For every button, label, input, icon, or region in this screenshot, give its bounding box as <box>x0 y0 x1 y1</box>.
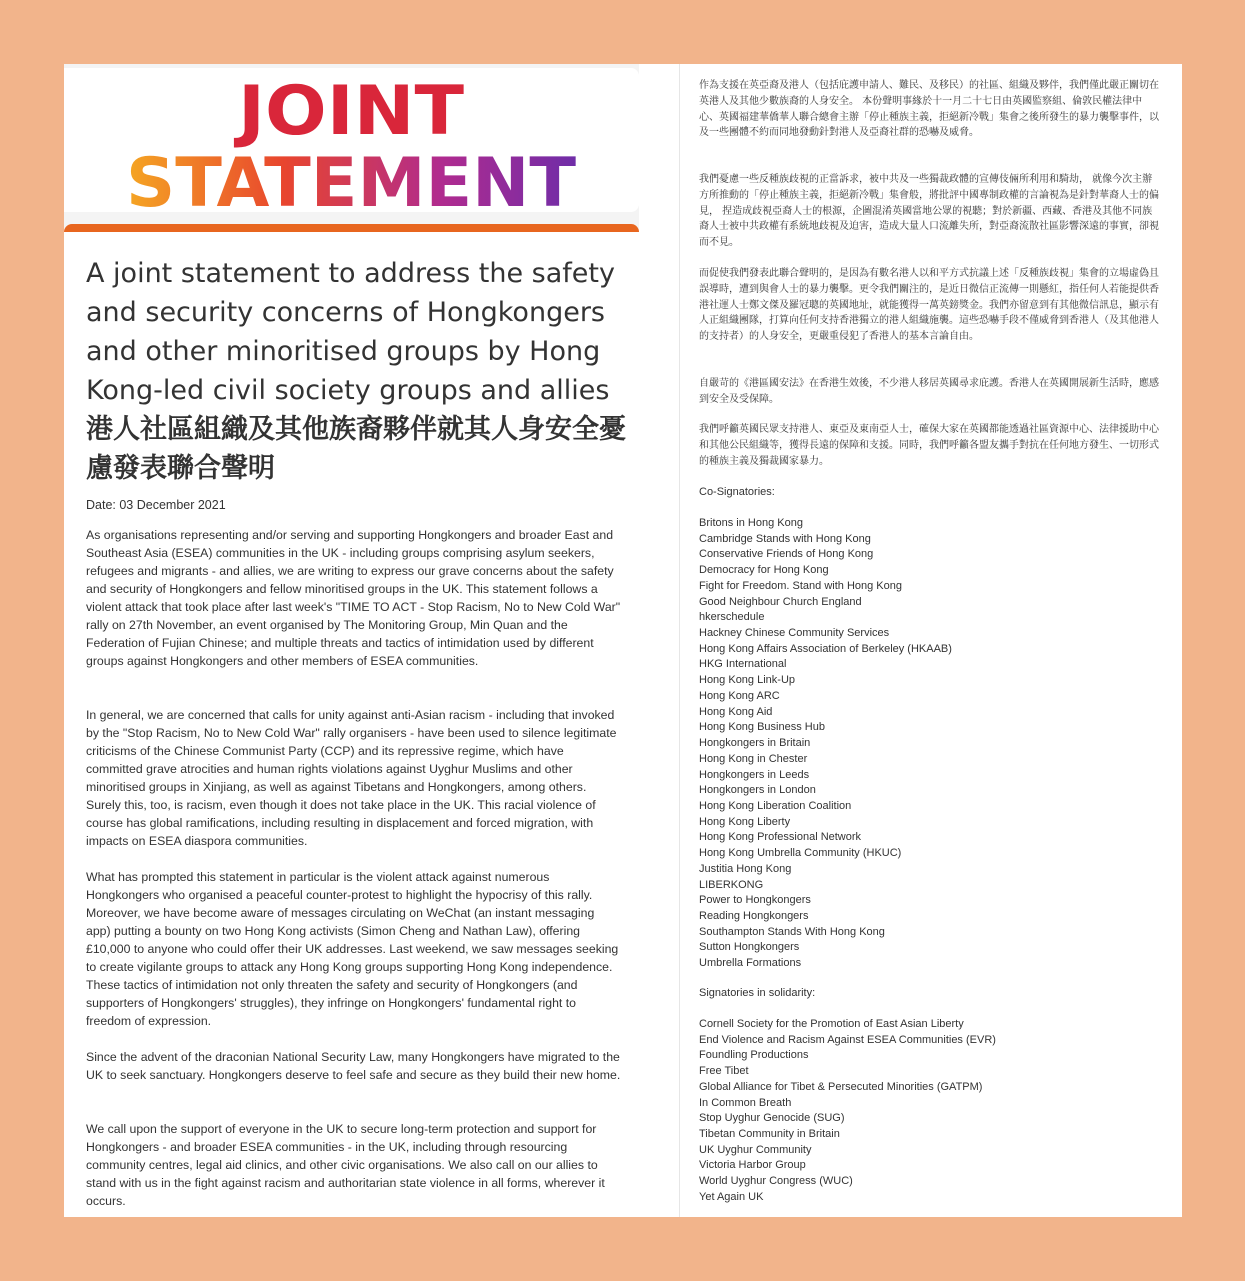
signatory-item: Cornell Society for the Promotion of East Asian Liberty <box>699 1018 964 1030</box>
zh-paragraph-5: 我們呼籲英國民眾支持港人、東亞及東南亞人士，確保大家在英國都能透過社區資源中心、法律援助中心和其他公民組織等，獲得長遠的保障和支援。同時，我們呼籲各盟友攜手對抗在任何地方發生、一切形式的種族主義及獨裁國家暴力。 <box>699 424 1159 467</box>
signatory-item: End Violence and Racism Against ESEA Communities (EVR) <box>699 1033 996 1046</box>
paragraph-1: As organisations representing and/or serving and supporting Hongkongers and broader East and Southeast Asia (ESEA) communities in the UK - including groups comprising asylum seekers, refugees and migrants - and allies, we are writing to express our grave concerns about the safety and security of Hongkongers and fellow minoritised groups in the UK. This statement follows a violent attack that took place after last week's "TIME TO ACT - Stop Racism, No to New Cold War" rally on 27th November, an event organised by The Monitoring Group, Min Quan and the Federation of Fujian Chinese; and multiple threats and tactics of intimidation used by different groups against Hongkongers and other members of ESEA communities. <box>86 528 621 668</box>
signatory-item: Conservative Friends of Hong Kong <box>699 548 874 561</box>
signatory-item: Foundling Productions <box>699 1049 809 1062</box>
paragraph-2: In general, we are concerned that calls for unity against anti-Asian racism - including that invoked by the "Stop Racism, No to New Cold War" rally organisers - have been used to silence legitimate criticisms of the Chinese Communist Party (CCP) and its repressive regime, which have committed grave atrocities and human rights violations against Uyghur Muslims and other minoritised groups in Xinjiang, as well as against Tibetans and Hongkongers, among others. Surely this, too, is racism, even though it does not take place in the UK. This racial violence of course has global ramifications, including resulting in displacement and forced migration, with impacts on ESEA diaspora communities. <box>86 708 617 848</box>
banner-title-graphic <box>64 68 639 212</box>
signatory-item: LIBERKONG <box>699 878 764 891</box>
statement-card <box>64 224 639 1217</box>
cosignatories-heading: Co-Signatories: <box>699 486 775 498</box>
signatory-item: UK Uyghur Community <box>699 1143 812 1156</box>
signatory-item: Hongkongers in London <box>699 784 816 797</box>
paragraph-4: Since the advent of the draconian National Security Law, many Hongkongers have migrated to the UK to seek sanctuary. Hongkongers deserve to feel safe and secure as they build their new home. <box>86 1050 621 1082</box>
zh-paragraph-3: 而促使我們發表此聯合聲明的，是因為有數名港人以和平方式抗議上述「反種族歧視」集會的立場虛偽且誤導時，遭到與會人士的暴力襲擊。更令我們關注的，是近日微信正流傳一則懸紅，指任何人若能提供香港社運人士鄭文傑及羅冠聰的英國地址，就能獲得一萬英鎊獎金。我們亦留意到有其他微信訊息，顯示有人正組織團隊，打算向任何支持香港獨立的港人組織施襲。這些恐嚇手段不僅威脅到香港人（及其他港人的支持者）的人身安全，更嚴重侵犯了香港人的基本言論自由。 <box>699 268 1159 343</box>
signatory-item: Southampton Stands With Hong Kong <box>699 925 885 938</box>
signatory-item: Hongkongers in Britain <box>699 737 811 750</box>
zh-paragraph-1: 作為支援在英亞裔及港人（包括庇護申請人、難民、及移民）的社區、組織及夥伴，我們僅此嚴正關切在英港人及其他少數族裔的人身安全。 本份聲明事緣於十一月二十七日由英國監察組、倫敦民權法律中心、英國福建華僑華人聯合總會主辦「停止種族主義，拒絕新冷戰」集會之後所發生的暴力襲擊事件，以及一些團體不約而同地發動針對港人及亞裔社群的恐嚇及威脅。 <box>699 80 1159 139</box>
signatory-item: Fight for Freedom. Stand with Hong Kong <box>699 579 902 592</box>
signatory-item: Democracy for Hong Kong <box>699 564 829 577</box>
solidarity-list <box>699 1017 996 1206</box>
paragraph-5: We call upon the support of everyone in the UK to secure long-term protection and support for Hongkongers - and broader ESEA communities - in the UK, including through resourcing community centres, legal aid clinics, and other civic organisations. We also call on our allies to stand with us in the fight against racism and authoritarian state violence in all forms, wherever it occurs. <box>86 1122 605 1208</box>
solidarity-heading: Signatories in solidarity: <box>699 987 816 999</box>
statement-page <box>64 64 1181 1217</box>
signatory-item: Justitia Hong Kong <box>699 862 792 875</box>
banner-line-joint: JOINT <box>233 72 465 151</box>
signatory-item: HKG International <box>699 658 787 671</box>
cosignatories-list <box>699 516 952 972</box>
signatory-item: Stop Uyghur Genocide (SUG) <box>699 1112 845 1125</box>
title-banner <box>64 68 639 212</box>
signatory-item: Hong Kong Liberation Coalition <box>699 799 852 812</box>
signatory-item: Hongkongers in Leeds <box>699 768 810 781</box>
statement-date: Date: 03 December 2021 <box>86 498 226 512</box>
signatory-item: Cambridge Stands with Hong Kong <box>699 532 871 545</box>
signatory-item: In Common Breath <box>699 1096 792 1109</box>
signatory-item: Yet Again UK <box>699 1190 764 1203</box>
signatory-item: World Uyghur Congress (WUC) <box>699 1175 853 1188</box>
signatory-item: Tibetan Community in Britain <box>699 1128 840 1141</box>
signatory-item: Free Tibet <box>699 1065 749 1078</box>
english-column <box>64 64 639 1217</box>
signatory-item: Hong Kong Link-Up <box>699 674 796 687</box>
signatory-item: Reading Hongkongers <box>699 909 809 922</box>
signatory-item: Hong Kong Affairs Association of Berkeley (HKAAB) <box>699 642 952 655</box>
signatory-item: Victoria Harbor Group <box>699 1159 806 1172</box>
paragraph-3: What has prompted this statement in particular is the violent attack against numerous Hongkongers who organised a peaceful counter-protest to highlight the hypocrisy of this rally. Moreover, we have become aware of messages circulating on WeChat (an instant messaging app) putting a bounty on two Hong Kong activists (Simon Cheng and Nathan Law), offering £10,000 to anyone who could offer their UK addresses. Last weekend, we saw messages seeking to create vigilante groups to attack any Hong Kong groups supporting Hong Kong independence. These tactics of intimidation not only threaten the safety and security of Hongkongers (and supporters of Hongkongers' struggles), they infringe on Hongkongers' fundamental right to freedom of expression. <box>86 870 619 1028</box>
zh-paragraph-2: 我們憂慮一些反種族歧視的正當訴求，被中共及一些獨裁政體的宣傳伎倆所利用和騎劫， 就像今次主辦方所推動的「停止種族主義，拒絕新冷戰」集會般，將批評中國專制政權的言論視為是針對華裔人士的偏見， 捏造成歧視亞裔人士的根源，企圖混淆英國當地公眾的視聽；對於新疆、西藏、香港及其他不同族裔人士被中共政權有系統地歧視及迫害，造成大量人口流離失所，對亞裔流散社區影響深遠的事實，卻視而不見。 <box>699 174 1159 249</box>
signatory-item: hkerschedule <box>699 611 765 624</box>
signatory-item: Hackney Chinese Community Services <box>699 627 890 640</box>
signatory-item: Sutton Hongkongers <box>699 941 800 954</box>
signatory-item: Hong Kong Business Hub <box>699 721 825 734</box>
signatory-item: Global Alliance for Tibet & Persecuted Minorities (GATPM) <box>699 1080 983 1093</box>
headline-english: A joint statement to address the safety and security concerns of Hongkongers and other minoritised groups by Hong Kong-led civil society groups and allies <box>86 258 615 406</box>
signatory-item: Hong Kong in Chester <box>699 752 808 765</box>
signatory-item: Hong Kong Umbrella Community (HKUC) <box>699 847 902 860</box>
signatory-item: Britons in Hong Kong <box>699 517 803 529</box>
signatory-item: Hong Kong Professional Network <box>699 831 862 844</box>
signatory-item: Hong Kong ARC <box>699 689 780 702</box>
signatory-item: Power to Hongkongers <box>699 894 811 907</box>
signatory-item: Hong Kong Liberty <box>699 815 791 828</box>
signatory-item: Umbrella Formations <box>699 957 802 970</box>
chinese-column <box>679 64 1182 1217</box>
headline-chinese: 港人社區組織及其他族裔夥伴就其人身安全憂慮發表聯合聲明 <box>86 414 626 484</box>
zh-paragraph-4: 自嚴苛的《港區國安法》在香港生效後，不少港人移居英國尋求庇護。香港人在英國開展新生活時，應感到安全及受保障。 <box>699 378 1159 405</box>
banner-line-statement: STATEMENT <box>126 144 577 212</box>
signatory-item: Good Neighbour Church England <box>699 595 862 608</box>
signatory-item: Hong Kong Aid <box>699 705 773 718</box>
